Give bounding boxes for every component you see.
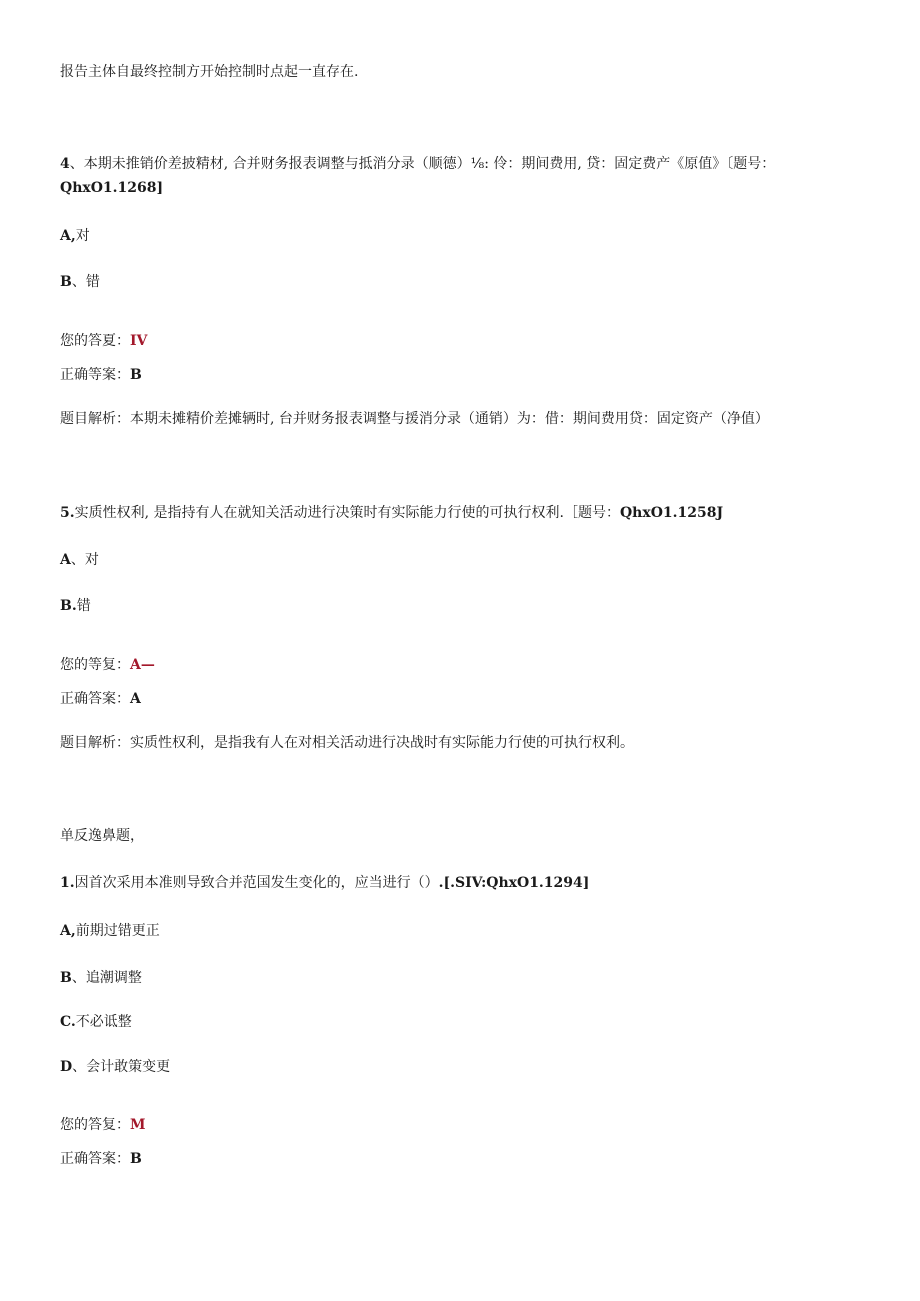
question-number: 4 bbox=[60, 156, 70, 172]
analysis: 题目解析：实质性权利，是指我有人在对相关活动进行决战时有实际能力行使的可执行权利。 bbox=[60, 735, 634, 751]
correct-answer-value: A bbox=[130, 691, 141, 707]
option-text: 不必诋整 bbox=[75, 1014, 132, 1030]
question-text: 实质性权利, 是指持有人在就知关活动进行决策时有实际能力行使的可执行权利.［题号： bbox=[74, 505, 620, 521]
option-key: A bbox=[60, 552, 71, 568]
intro-text: 报告主体自最终控制方开始控制时点起一直存在. bbox=[60, 64, 359, 80]
question-text: 、本期未推销价差披精材, 合并财务报表调整与抵消分录（顺德）⅛: 伶：期间费用, 贷：固定费产《原值》〔题号： bbox=[69, 156, 776, 172]
section-title: 单反逸鼻题， bbox=[60, 828, 144, 844]
option-text: 前期过错更正 bbox=[75, 923, 160, 939]
question-number: 1. bbox=[60, 875, 75, 891]
your-answer-value: IV bbox=[130, 333, 148, 349]
your-answer-label: 您的等复： bbox=[60, 657, 130, 673]
your-answer bbox=[60, 1115, 146, 1135]
question-4-line1 bbox=[60, 154, 775, 174]
correct-answer-value: B bbox=[130, 1151, 142, 1167]
analysis: 题目解析：本期未摊精价差摊辆时, 台并财务报表调整与援消分录（通销）为：借：期间费用贷：固定资产（净值） bbox=[60, 411, 769, 427]
option-text: 、错 bbox=[71, 274, 100, 290]
correct-answer-label: 正确答案： bbox=[60, 1151, 130, 1167]
question-4-line2: QhxO1.1268] bbox=[60, 180, 164, 196]
option-a[interactable] bbox=[60, 226, 90, 246]
question-text: 因首次采用本准则导致合并范国发生变化的，应当进行（） bbox=[74, 875, 439, 891]
question-5 bbox=[60, 503, 723, 523]
your-answer-value: A— bbox=[130, 657, 155, 673]
question-code: .[.SIV:QhxO1.1294] bbox=[438, 875, 590, 891]
option-key: A, bbox=[60, 228, 76, 244]
option-key: D bbox=[60, 1059, 73, 1075]
your-answer bbox=[60, 655, 155, 675]
option-text: 错 bbox=[76, 598, 91, 614]
question-code: QhxO1.1258J bbox=[619, 505, 724, 521]
correct-answer bbox=[60, 689, 141, 709]
option-key: B bbox=[60, 970, 72, 986]
option-b[interactable] bbox=[60, 272, 100, 292]
option-c[interactable] bbox=[60, 1012, 132, 1032]
option-key: B. bbox=[60, 598, 77, 614]
option-a[interactable] bbox=[60, 550, 99, 570]
option-key: A, bbox=[60, 923, 76, 939]
option-b[interactable] bbox=[60, 596, 91, 616]
correct-answer-value: B bbox=[130, 367, 142, 383]
option-text: 、会计敢策变更 bbox=[72, 1059, 171, 1075]
correct-answer bbox=[60, 1149, 142, 1169]
option-d[interactable] bbox=[60, 1057, 170, 1077]
option-b[interactable] bbox=[60, 968, 142, 988]
correct-answer-label: 正确答案： bbox=[60, 691, 130, 707]
option-a[interactable] bbox=[60, 921, 160, 941]
option-key: C. bbox=[60, 1014, 76, 1030]
your-answer-value: M bbox=[130, 1117, 146, 1133]
option-text: 、对 bbox=[70, 552, 99, 568]
question-number: 5. bbox=[60, 505, 75, 521]
correct-answer bbox=[60, 365, 142, 385]
your-answer-label: 您的答夏： bbox=[60, 333, 130, 349]
option-text: 、追潮调整 bbox=[71, 970, 142, 986]
your-answer bbox=[60, 331, 147, 351]
option-key: B bbox=[60, 274, 72, 290]
option-text: 对 bbox=[75, 228, 90, 244]
question-s1 bbox=[60, 873, 589, 893]
your-answer-label: 您的答复： bbox=[60, 1117, 130, 1133]
correct-answer-label: 正确等案： bbox=[60, 367, 130, 383]
